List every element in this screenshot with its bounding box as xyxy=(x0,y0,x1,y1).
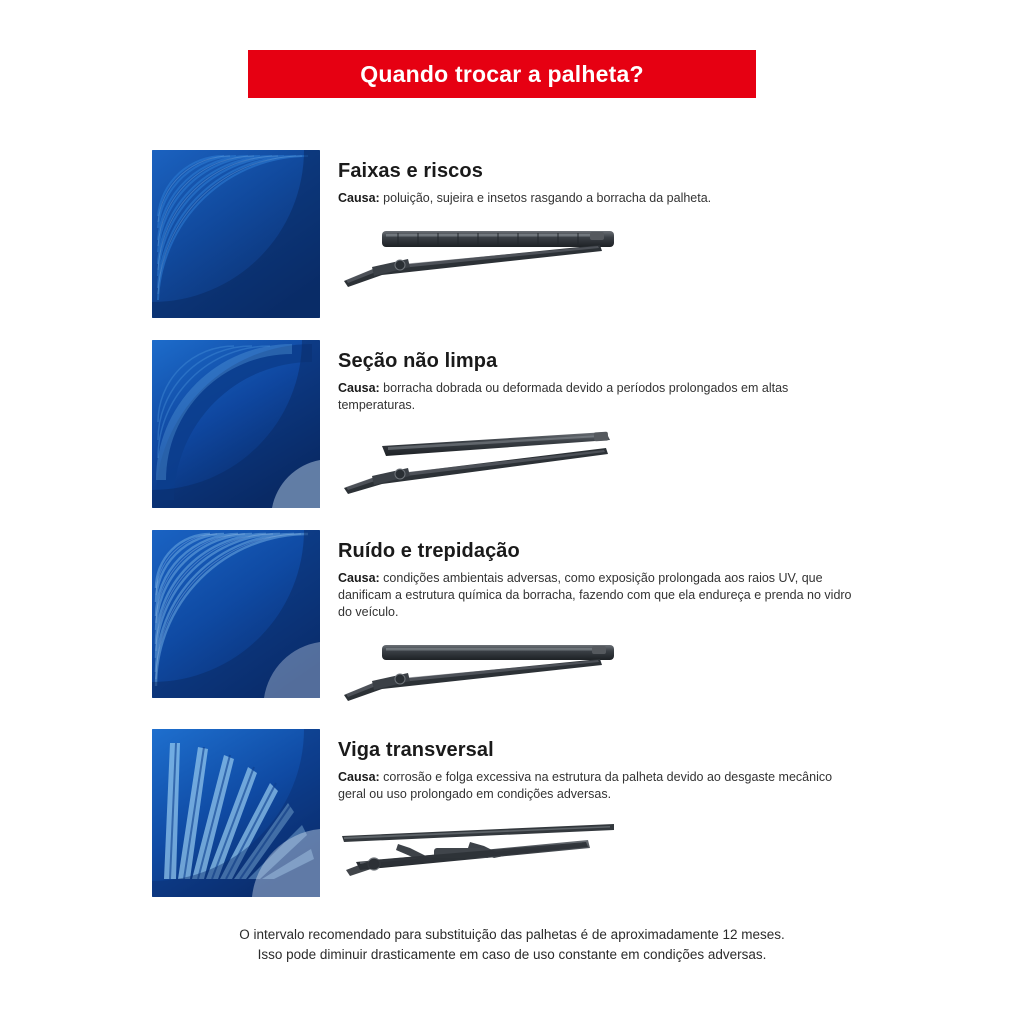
chatter-image-svg xyxy=(152,530,320,698)
wiper-blade-crossbeam-svg xyxy=(338,818,618,888)
wiper-blade-svg xyxy=(338,223,618,293)
footer-line-2: Isso pode diminuir drasticamente em caso de uso constante em condições adversas. xyxy=(257,947,767,963)
section-content xyxy=(338,150,878,293)
section-row xyxy=(0,340,1024,508)
section-row xyxy=(0,150,1024,318)
crossbeam-image-svg xyxy=(152,729,320,897)
wiper-blade-svg xyxy=(338,430,618,500)
windshield-crossbeam-photo xyxy=(152,729,320,897)
section-content xyxy=(338,530,878,707)
sections-list xyxy=(0,150,1024,919)
section-description xyxy=(338,570,858,621)
wiper-blade-illustration xyxy=(338,637,618,707)
streaks-image-svg xyxy=(152,150,320,318)
section-title: Seção não limpa xyxy=(338,350,498,372)
section-description xyxy=(338,769,858,803)
cause-text: corrosão e folga excessiva na estrutura da palheta devido ao desgaste mecânico geral ou uso prolongado em condições adversas. xyxy=(338,769,833,801)
header-banner xyxy=(248,50,756,98)
footer-note xyxy=(0,925,1024,966)
cause-text: condições ambientais adversas, como exposição prolongada aos raios UV, que danificam a estrutura química da borracha, fazendo com que ela endureça e prenda no vidro do veículo. xyxy=(338,571,852,619)
unclean-section-image-svg xyxy=(152,340,320,508)
cause-label: Causa: xyxy=(338,191,380,205)
section-content xyxy=(338,729,878,889)
footer-line-1: O intervalo recomendado para substituição das palhetas é de aproximadamente 12 meses. xyxy=(239,927,785,942)
section-description xyxy=(338,190,858,207)
windshield-chatter-photo xyxy=(152,530,320,698)
wiper-blade-illustration xyxy=(338,223,618,293)
windshield-unclean-section-photo xyxy=(152,340,320,508)
cause-label: Causa: xyxy=(338,381,380,395)
section-content xyxy=(338,340,878,500)
page-title: Quando trocar a palheta? xyxy=(360,60,644,87)
section-title: Ruído e trepidação xyxy=(338,540,520,562)
section-description xyxy=(338,380,858,414)
cause-text: borracha dobrada ou deformada devido a períodos prolongados em altas temperaturas. xyxy=(338,381,789,412)
section-row xyxy=(0,729,1024,897)
cause-label: Causa: xyxy=(338,769,380,784)
section-row xyxy=(0,530,1024,707)
cause-text: poluição, sujeira e insetos rasgando a borracha da palheta. xyxy=(379,191,712,205)
wiper-blade-crossbeam-illustration xyxy=(338,818,618,888)
wiper-blade-svg xyxy=(338,637,618,707)
windshield-streaks-photo xyxy=(152,150,320,318)
cause-label: Causa: xyxy=(338,571,380,585)
section-title: Faixas e riscos xyxy=(338,160,483,182)
wiper-blade-illustration xyxy=(338,430,618,500)
section-title: Viga transversal xyxy=(338,738,494,761)
